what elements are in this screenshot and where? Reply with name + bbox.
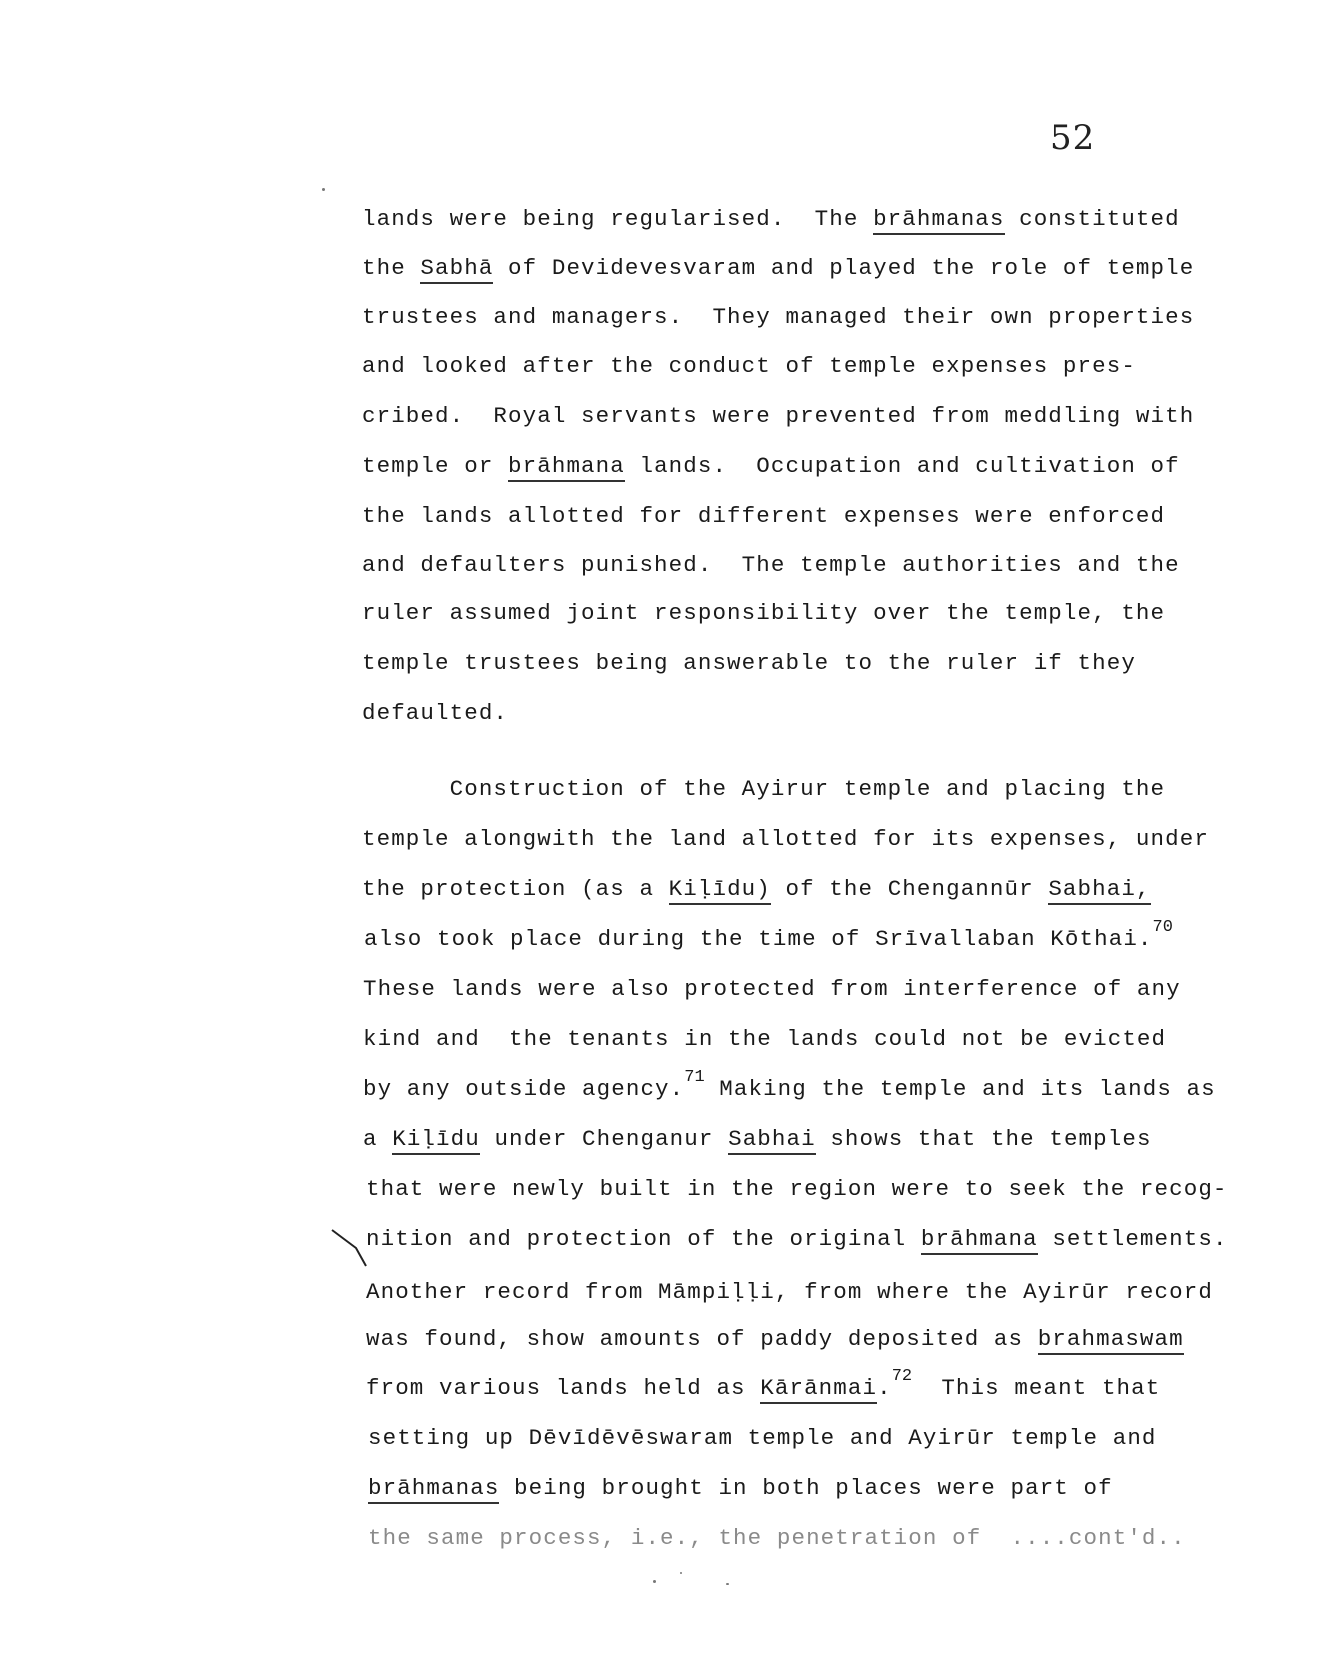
- text-line: [366, 1367, 1161, 1401]
- text-segment: also took place during the time of Srīvallaban Kōthai.: [364, 926, 1153, 952]
- text-line: [368, 1477, 1113, 1500]
- text-line: [362, 554, 1180, 577]
- text-segment: lands were being regularised. The: [362, 206, 874, 232]
- underlined-term: Kiḷīdu): [669, 876, 771, 905]
- text-segment: Making the temple and its lands as: [704, 1076, 1216, 1102]
- text-segment: setting up Dēvīdēvēswaram temple and Ayirūr temple and: [368, 1425, 1157, 1451]
- text-segment: shows that the temples: [815, 1126, 1152, 1152]
- text-segment: being brought in both places were part of: [499, 1475, 1113, 1501]
- text-line: [362, 257, 1194, 280]
- text-line: [364, 918, 1173, 952]
- text-segment: by any outside agency.: [363, 1076, 685, 1102]
- text-line: [362, 602, 1165, 625]
- page-number: 52: [1050, 118, 1096, 158]
- text-segment: was found, show amounts of paddy deposited as: [366, 1326, 1038, 1352]
- text-segment: a: [363, 1126, 393, 1152]
- text-segment: .: [877, 1375, 892, 1401]
- underlined-term: brahmaswam: [1038, 1326, 1184, 1355]
- text-segment: the same process, i.e., the penetration of ....cont'd..: [368, 1525, 1186, 1551]
- speck: [680, 1572, 682, 1574]
- text-line: [363, 978, 1181, 1001]
- text-segment: of the Chengannūr: [770, 876, 1049, 902]
- text-segment: temple or: [362, 453, 509, 479]
- text-segment: ruler assumed joint responsibility over the temple, the: [362, 600, 1166, 626]
- speck: [322, 188, 325, 191]
- text-segment: and looked after the conduct of temple expenses pres-: [362, 353, 1136, 379]
- text-line: [362, 355, 1136, 378]
- text-segment: constituted: [1004, 206, 1180, 232]
- text-segment: kind and the tenants in the lands could not be evicted: [363, 1026, 1167, 1052]
- text-segment: Construction of the Ayirur temple and placing the: [362, 776, 1166, 802]
- text-segment: This meant that: [912, 1375, 1161, 1401]
- text-line: [362, 306, 1194, 329]
- underlined-term: Sabhai: [728, 1126, 816, 1155]
- text-segment: settlements.: [1037, 1226, 1228, 1252]
- text-line: [362, 652, 1136, 675]
- underlined-term: brāhmana: [508, 453, 625, 482]
- text-segment: of Devidevesvaram and played the role of temple: [493, 255, 1195, 281]
- footnote-ref: 71: [684, 1068, 705, 1087]
- speck: [653, 1580, 656, 1583]
- footnote-ref: 72: [891, 1367, 913, 1386]
- text-line: [362, 208, 1180, 231]
- text-segment: the protection (as a: [362, 876, 669, 902]
- underlined-term: Kiḷīdu: [392, 1126, 480, 1155]
- speck: [726, 1583, 729, 1585]
- text-line: [366, 1178, 1228, 1201]
- text-segment: trustees and managers. They managed their own properties: [362, 304, 1195, 330]
- text-line: [362, 405, 1194, 428]
- text-line: [363, 1028, 1166, 1051]
- text-line: [362, 455, 1180, 478]
- underlined-term: Sabhā: [420, 255, 493, 284]
- underlined-term: brāhmanas: [873, 206, 1004, 235]
- margin-check-mark: [330, 1228, 374, 1268]
- text-segment: from various lands held as: [366, 1375, 761, 1401]
- text-line: [362, 778, 1165, 801]
- text-segment: and defaulters punished. The temple authorities and the: [362, 552, 1180, 578]
- text-segment: the: [362, 255, 421, 281]
- text-segment: temple trustees being answerable to the ruler if they: [362, 650, 1136, 676]
- text-segment: lands. Occupation and cultivation of: [624, 453, 1180, 479]
- text-segment: Another record from Māmpiḷḷi, from where the Ayirūr record: [366, 1279, 1213, 1305]
- text-line: [363, 1128, 1152, 1151]
- underlined-term: brāhmana: [921, 1226, 1038, 1255]
- footnote-ref: 70: [1152, 918, 1173, 937]
- text-segment: that were newly built in the region were to seek the recog-: [366, 1176, 1228, 1202]
- text-segment: These lands were also protected from interference of any: [363, 976, 1181, 1002]
- text-line: [362, 878, 1151, 901]
- text-line: [368, 1427, 1157, 1450]
- underlined-term: brāhmanas: [368, 1475, 499, 1504]
- text-segment: the lands allotted for different expenses were enforced: [362, 503, 1166, 529]
- text-line: [366, 1281, 1213, 1304]
- underlined-term: Kārānmai: [760, 1375, 877, 1404]
- text-line: [362, 828, 1209, 851]
- underlined-term: Sabhai,: [1048, 876, 1150, 905]
- text-segment: defaulted.: [362, 700, 509, 726]
- text-line: [362, 702, 508, 725]
- text-segment: cribed. Royal servants were prevented from meddling with: [362, 403, 1195, 429]
- text-line: [362, 505, 1165, 528]
- text-line: [363, 1068, 1216, 1102]
- text-line: [366, 1228, 1228, 1251]
- text-segment: under Chenganur: [479, 1126, 729, 1152]
- text-segment: temple alongwith the land allotted for its expenses, under: [362, 826, 1209, 852]
- text-line: [368, 1527, 1186, 1550]
- text-segment: nition and protection of the original: [366, 1226, 921, 1252]
- text-line: [366, 1328, 1184, 1351]
